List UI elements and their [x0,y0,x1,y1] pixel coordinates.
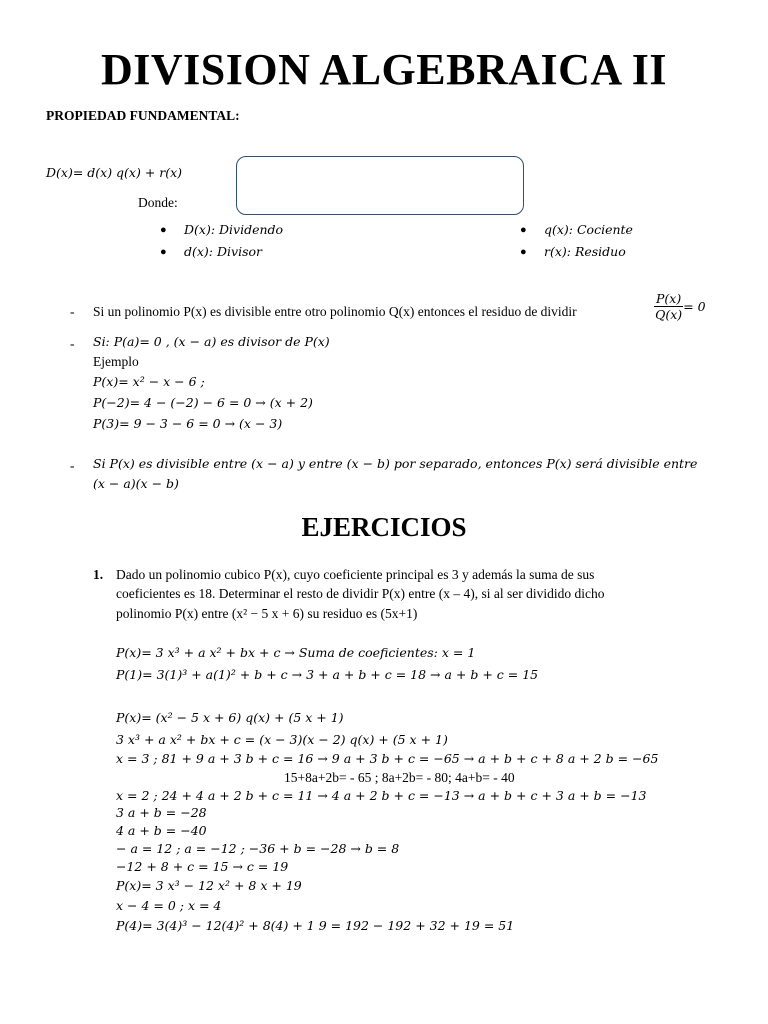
example-line: P(3)= 9 − 3 − 6 = 0 → (x − 3) [93,416,283,431]
rule1-text: Si un polinomio P(x) es divisible entre otro polinomio Q(x) entonces el residuo de dividir [93,304,577,319]
exercises-heading: EJERCICIOS [301,512,467,542]
solution-line: x − 4 = 0 ; x = 4 [116,898,222,913]
page-title: DIVISION ALGEBRAICA II [100,45,668,94]
dash-marker: - [70,458,75,473]
example-line: P(−2)= 4 − (−2) − 6 = 0 → (x + 2) [93,395,313,410]
rule1-fraction [654,291,706,322]
bullet-icon: ● [160,246,167,258]
bullet-icon: ● [520,246,527,258]
fraction-equals: = 0 [683,299,706,314]
term-divisor: d(x): Divisor [184,244,262,259]
dash-marker: - [70,336,75,351]
fraction-numerator: P(x) [656,291,682,306]
example-line: P(x)= x² − x − 6 ; [93,374,205,389]
fraction-denominator: Q(x) [655,307,683,322]
solution-line: P(x)= (x² − 5 x + 6) q(x) + (5 x + 1) [116,710,344,725]
exercise-statement: coeficientes es 18. Determinar el resto de dividir P(x) entre (x – 4), si al ser dividido dicho [116,586,605,601]
property-heading: PROPIEDAD FUNDAMENTAL: [46,108,240,123]
solution-line: P(4)= 3(4)³ − 12(4)² + 8(4) + 1 9 = 192 − 192 + 32 + 19 = 51 [116,918,515,933]
term-dividend: D(x): Dividendo [184,222,284,237]
solution-line: P(1)= 3(1)³ + a(1)² + b + c → 3 + a + b + c = 18 → a + b + c = 15 [116,667,539,682]
solution-line: P(x)= 3 x³ + a x² + bx + c → Suma de coeficientes: x = 1 [116,645,476,660]
where-label: Donde: [138,195,178,210]
rule2-text: Si: P(a)= 0 , (x − a) es divisor de P(x) [93,334,330,349]
solution-line: 4 a + b = −40 [116,823,207,838]
term-remainder: r(x): Residuo [544,244,626,259]
bullet-icon: ● [160,224,167,236]
solution-line: − a = 12 ; a = −12 ; −36 + b = −28 → b = 8 [116,841,400,856]
rule3-text: Si P(x) es divisible entre (x − a) y entre (x − b) por separado, entonces P(x) será divisible entre [93,456,698,471]
solution-line: 3 a + b = −28 [116,805,207,820]
fundamental-formula: D(x)= d(x) q(x) + r(x) [46,165,183,180]
bullet-icon: ● [520,224,527,236]
solution-line: −12 + 8 + c = 15 → c = 19 [116,859,289,874]
example-label: Ejemplo [93,354,139,369]
solution-line: x = 2 ; 24 + 4 a + 2 b + c = 11 → 4 a + 2 b + c = −13 → a + b + c + 3 a + b = −13 [116,788,647,803]
solution-line: x = 3 ; 81 + 9 a + 3 b + c = 16 → 9 a + 3 b + c = −65 → a + b + c + 8 a + 2 b = −65 [116,751,659,766]
solution-line: 15+8a+2b= - 65 ; 8a+2b= - 80; 4a+b= - 40 [284,770,515,785]
solution-line: P(x)= 3 x³ − 12 x² + 8 x + 19 [116,878,302,893]
solution-line: 3 x³ + a x² + bx + c = (x − 3)(x − 2) q(x) + (5 x + 1) [116,732,448,747]
exercise-statement: Dado un polinomio cubico P(x), cuyo coeficiente principal es 3 y además la suma de sus [116,567,595,582]
rule3-text: (x − a)(x − b) [93,476,179,491]
empty-box [236,156,524,215]
dash-marker: - [70,304,75,319]
exercise-number: 1. [93,567,104,582]
exercise-statement: polinomio P(x) entre (x² − 5 x + 6) su residuo es (5x+1) [116,606,418,621]
term-quotient: q(x): Cociente [544,222,633,237]
